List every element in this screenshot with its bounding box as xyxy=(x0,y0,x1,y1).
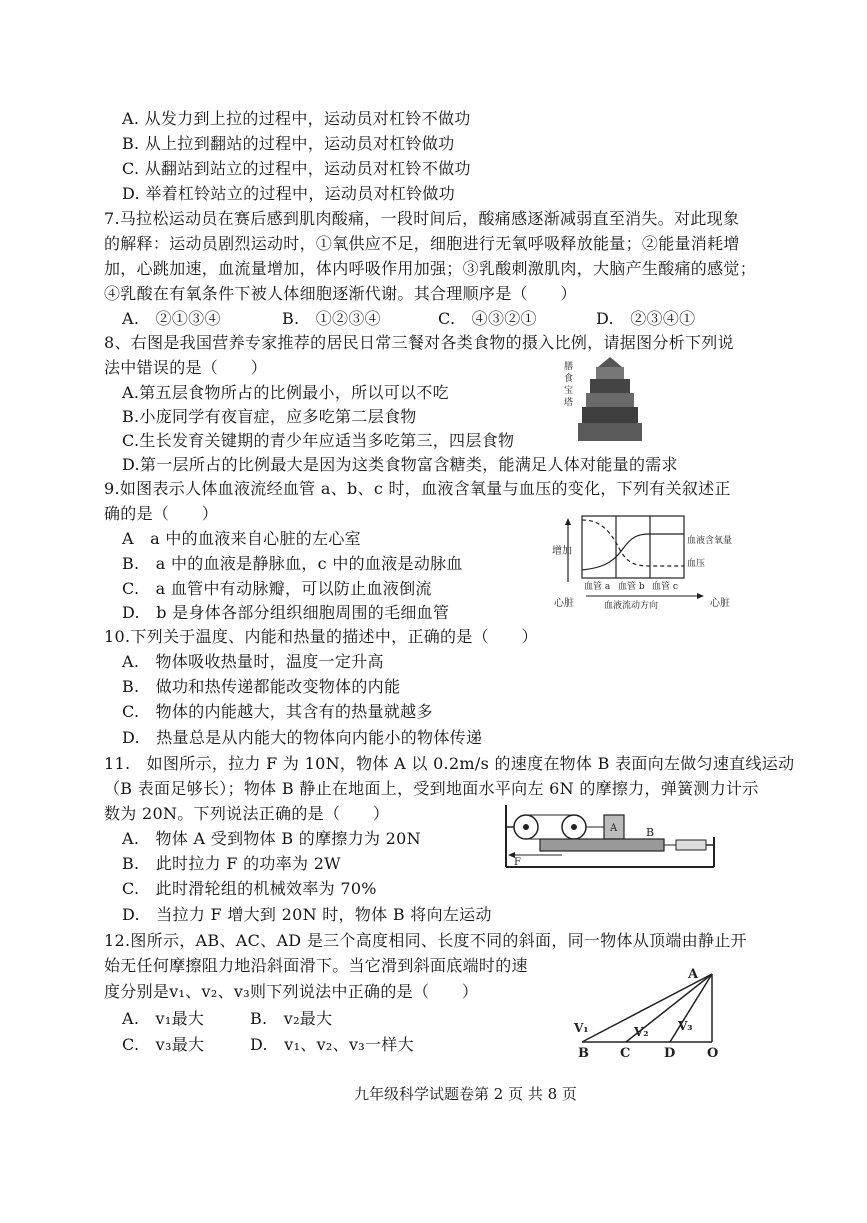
q7-option-b: B. ①②③④ xyxy=(282,309,381,328)
q11-option-d: D. 当拉力 F 增大到 20N 时，物体 B 将向左运动 xyxy=(122,905,492,924)
q12-stem-line: 始无任何摩擦阻力地沿斜面滑下。当它滑到斜面底端时的速 xyxy=(104,956,528,975)
q12-stem-line: 度分别是v₁、v₂、v₃则下列说法中正确的是（ ） xyxy=(104,982,479,1001)
fig12-label-c: C xyxy=(620,1046,631,1061)
q9-option-d: D. b 是身体各部分组织细胞周围的毛细血管 xyxy=(122,603,450,622)
fig9-right-heart: 心脏 xyxy=(710,598,730,609)
fig9-vessel-b: 血管 b xyxy=(618,582,645,592)
q8-option-c: C.生长发育关键期的青少年应适当多吃第三，四层食物 xyxy=(122,431,515,450)
q7-option-a: A. ②①③④ xyxy=(122,309,221,328)
fig9-direction: 血液流动方向 xyxy=(604,601,659,611)
fig11-label-a: A xyxy=(610,823,618,834)
q6-option-b: B. 从上拉到翻站的过程中，运动员对杠铃做功 xyxy=(122,134,455,153)
oxygen-curve xyxy=(582,520,684,566)
q12-stem-line: 12.图所示，AB、AC、AD 是三个高度相同、长度不同的斜面，同一物体从顶端由静止开 xyxy=(104,931,747,950)
q11-stem-line: 数为 20N。下列说法正确的是（ ） xyxy=(104,804,390,823)
flow-arrow-head xyxy=(697,593,704,599)
q7-option-d: D. ②③④① xyxy=(596,309,696,328)
fig12-v1: V₁ xyxy=(574,1021,589,1035)
fig12-label-o: O xyxy=(707,1046,719,1061)
q9-stem-line: 9.如图表示人体血液流经血管 a、b、c 时，血液含氧量与血压的变化，下列有关叙述正 xyxy=(104,479,731,498)
q12-option-b: B. v₂最大 xyxy=(250,1009,333,1028)
block-b xyxy=(540,839,664,851)
q11-option-c: C. 此时滑轮组的机械效率为 70% xyxy=(122,879,377,898)
fig9-legend-oxygen: 血液含氧量 xyxy=(687,536,733,546)
q9-option-a: A a 中的血液来自心脏的左心室 xyxy=(122,529,361,548)
pyramid-label-3: 宝 xyxy=(564,386,574,396)
page-footer: 九年级科学试题卷第 2 页 共 8 页 xyxy=(354,1085,577,1103)
q11-option-a: A. 物体 A 受到物体 B 的摩擦力为 20N xyxy=(122,829,421,848)
fig9-legend-pressure: 血压 xyxy=(687,559,706,569)
y-axis-arrow xyxy=(565,518,571,525)
q6-option-d: D. 举着杠铃站立的过程中，运动员对杠铃做功 xyxy=(122,184,456,203)
q8-stem-line: 法中错误的是（ ） xyxy=(104,358,268,377)
pyramid-layer-1 xyxy=(578,423,642,441)
q9-option-b: B. a 中的血液是静脉血，c 中的血液是动脉血 xyxy=(122,554,463,573)
fig9-left-heart: 心脏 xyxy=(554,598,574,609)
q7-option-c: C. ④③②① xyxy=(438,309,537,328)
q7-stem-line: 7.马拉松运动员在赛后感到肌肉酸痛，一段时间后，酸痛感逐渐减弱直至消失。对此现象 xyxy=(104,209,740,228)
pyramid-label-2: 食 xyxy=(564,374,574,384)
fig12-label-a: A xyxy=(688,967,699,982)
pulley-system-figure xyxy=(500,803,718,873)
blood-flow-figure xyxy=(550,510,750,612)
pyramid-layer-3 xyxy=(586,393,634,407)
q12-option-a: A. v₁最大 xyxy=(122,1009,205,1028)
q7-stem-line: 加，心跳加速，血流量增加，体内呼吸作用加强；③乳酸刺激肌肉，大脑产生酸痛的感觉； xyxy=(104,259,757,278)
fig12-label-b: B xyxy=(578,1046,589,1061)
q12-option-c: C. v₃最大 xyxy=(122,1035,205,1054)
q8-stem-line: 8、右图是我国营养专家推荐的居民日常三餐对各类食物的摄入比例，请据图分析下列说 xyxy=(104,333,734,352)
spring-scale xyxy=(676,840,706,850)
pyramid-label-1: 膳 xyxy=(564,362,574,372)
fig11-label-f: F xyxy=(514,857,521,868)
fig9-vessel-a: 血管 a xyxy=(584,582,611,592)
q10-stem-line: 10.下列关于温度、内能和热量的描述中，正确的是（ ） xyxy=(104,627,538,646)
q8-option-b: B.小庞同学有夜盲症，应多吃第二层食物 xyxy=(122,407,417,426)
q10-option-d: D. 热量总是从内能大的物体向内能小的物体传递 xyxy=(122,728,483,747)
q7-stem-line: ④乳酸在有氧条件下被人体细胞逐渐代谢。其合理顺序是（ ） xyxy=(104,284,577,303)
pressure-curve xyxy=(582,534,684,570)
fig11-label-b: B xyxy=(646,826,655,839)
food-pyramid-figure xyxy=(562,355,644,445)
q9-option-c: C. a 血管中有动脉瓣，可以防止血液倒流 xyxy=(122,579,432,598)
pyramid-top xyxy=(598,357,622,367)
q9-stem-line: 确的是（ ） xyxy=(104,504,219,523)
q11-option-b: B. 此时拉力 F 的功率为 2W xyxy=(122,854,341,873)
q10-option-b: B. 做功和热传递都能改变物体的内能 xyxy=(122,677,401,696)
q8-option-d: D.第一层所占的比例最大是因为这类食物富含糖类，能满足人体对能量的需求 xyxy=(122,455,678,474)
fixed-pulley-axle xyxy=(523,824,529,830)
pyramid-layer-5 xyxy=(596,367,624,379)
fig12-v3: V₃ xyxy=(678,1019,693,1033)
q11-stem-line: （B 表面足够长）；物体 B 静止在地面上，受到地面水平向左 6N 的摩擦力，弹簧测力计示 xyxy=(104,779,759,798)
pyramid-layer-2 xyxy=(582,407,638,423)
q11-stem-line: 11. 如图所示，拉力 F 为 10N，物体 A 以 0.2m/s 的速度在物体 B 表面向左做匀速直线运动 xyxy=(104,754,795,773)
movable-pulley-axle xyxy=(571,824,577,830)
fig9-vessel-c: 血管 c xyxy=(652,582,678,592)
fig9-y-label: 增加 xyxy=(552,546,572,557)
slopes-figure xyxy=(568,960,733,1062)
pyramid-label-4: 塔 xyxy=(564,398,574,408)
fig12-v2: V₂ xyxy=(634,1025,649,1039)
vessel-box xyxy=(582,516,684,578)
fig12-label-d: D xyxy=(664,1046,676,1061)
q6-option-c: C. 从翻站到站立的过程中，运动员对杠铃不做功 xyxy=(122,159,471,178)
q10-option-c: C. 物体的内能越大，其含有的热量就越多 xyxy=(122,702,433,721)
q12-option-d: D. v₁、v₂、v₃一样大 xyxy=(250,1035,414,1054)
q10-option-a: A. 物体吸收热量时，温度一定升高 xyxy=(122,652,384,671)
pyramid-layer-4 xyxy=(590,379,630,393)
q6-option-a: A. 从发力到上拉的过程中，运动员对杠铃不做功 xyxy=(122,109,471,128)
q8-option-a: A.第五层食物所占的比例最小，所以可以不吃 xyxy=(122,383,449,402)
q7-stem-line: 的解释：运动员剧烈运动时，①氧供应不足，细胞进行无氧呼吸释放能量；②能量消耗增 xyxy=(104,234,740,253)
